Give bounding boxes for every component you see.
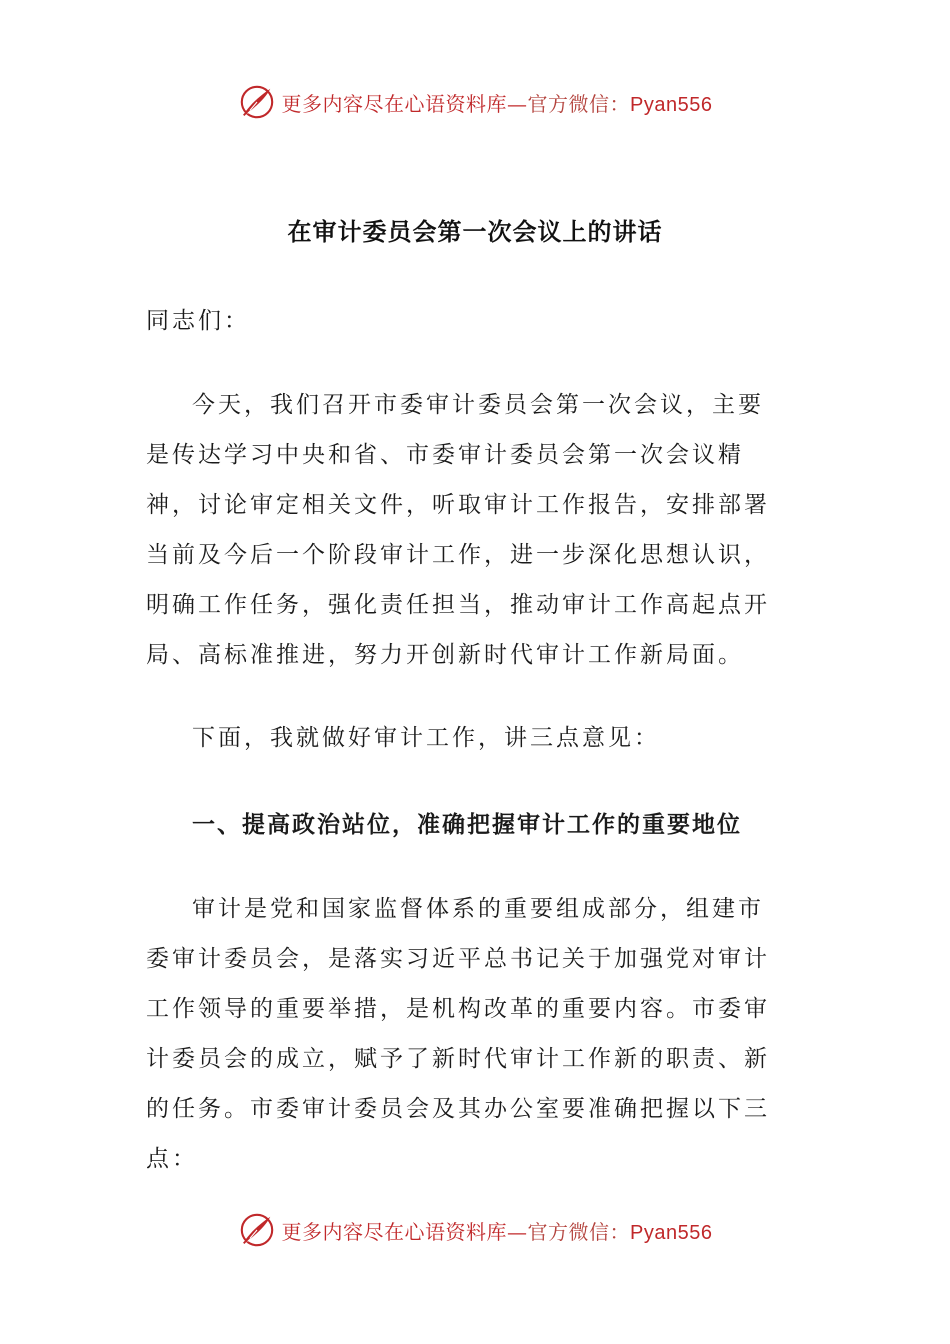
banner-text	[282, 88, 713, 117]
salutation	[146, 296, 786, 346]
section-1-heading	[146, 800, 786, 850]
document-title: 在审计委员会第一次会议上的讲话	[287, 218, 663, 246]
banner-separator: —	[507, 1219, 528, 1244]
banner-wechat-id: Pyan556	[630, 1221, 713, 1244]
banner-wechat-id: Pyan556	[630, 93, 713, 116]
banner-text	[282, 1216, 713, 1245]
banner-separator: —	[507, 91, 528, 116]
salutation-text: 同志们：	[146, 308, 250, 334]
paragraph-3-text: 审计是党和国家监督体系的重要组成部分，组建市委审计委员会，是落实习近平总书记关于加强党对审计工作领导的重要举措，是机构改革的重要内容。市委审计委员会的成立，赋予了新时代审计工作新的职责、新的任务。市委审计委员会及其办公室要准确把握以下三点：	[146, 896, 770, 1172]
banner-brand-text: 更多内容尽在心语资料库	[281, 1219, 508, 1244]
section-1-heading-text: 一、提高政治站位，准确把握审计工作的重要地位	[192, 812, 742, 838]
footer-watermark-banner	[0, 1208, 950, 1252]
paragraph-1-text: 今天，我们召开市委审计委员会第一次会议，主要是传达学习中央和省、市委审计委员会第一次会议精神，讨论审定相关文件，听取审计工作报告，安排部署当前及今后一个阶段审计工作，进一步深化思想认识，明确工作任务，强化责任担当，推动审计工作高起点开局、高标准推进，努力开创新时代审计工作新局面。	[146, 392, 770, 668]
paragraph-3	[146, 884, 786, 1184]
paragraph-1	[146, 380, 786, 680]
header-watermark-banner	[0, 80, 950, 124]
quill-logo-icon	[238, 83, 276, 121]
quill-logo-icon	[238, 1211, 276, 1249]
paragraph-2	[146, 713, 786, 763]
banner-brand-text: 更多内容尽在心语资料库	[281, 91, 508, 116]
banner-wechat-label: 官方微信：	[527, 91, 631, 116]
paragraph-2-text: 下面，我就做好审计工作，讲三点意见：	[192, 725, 660, 751]
banner-wechat-label: 官方微信：	[527, 1219, 631, 1244]
